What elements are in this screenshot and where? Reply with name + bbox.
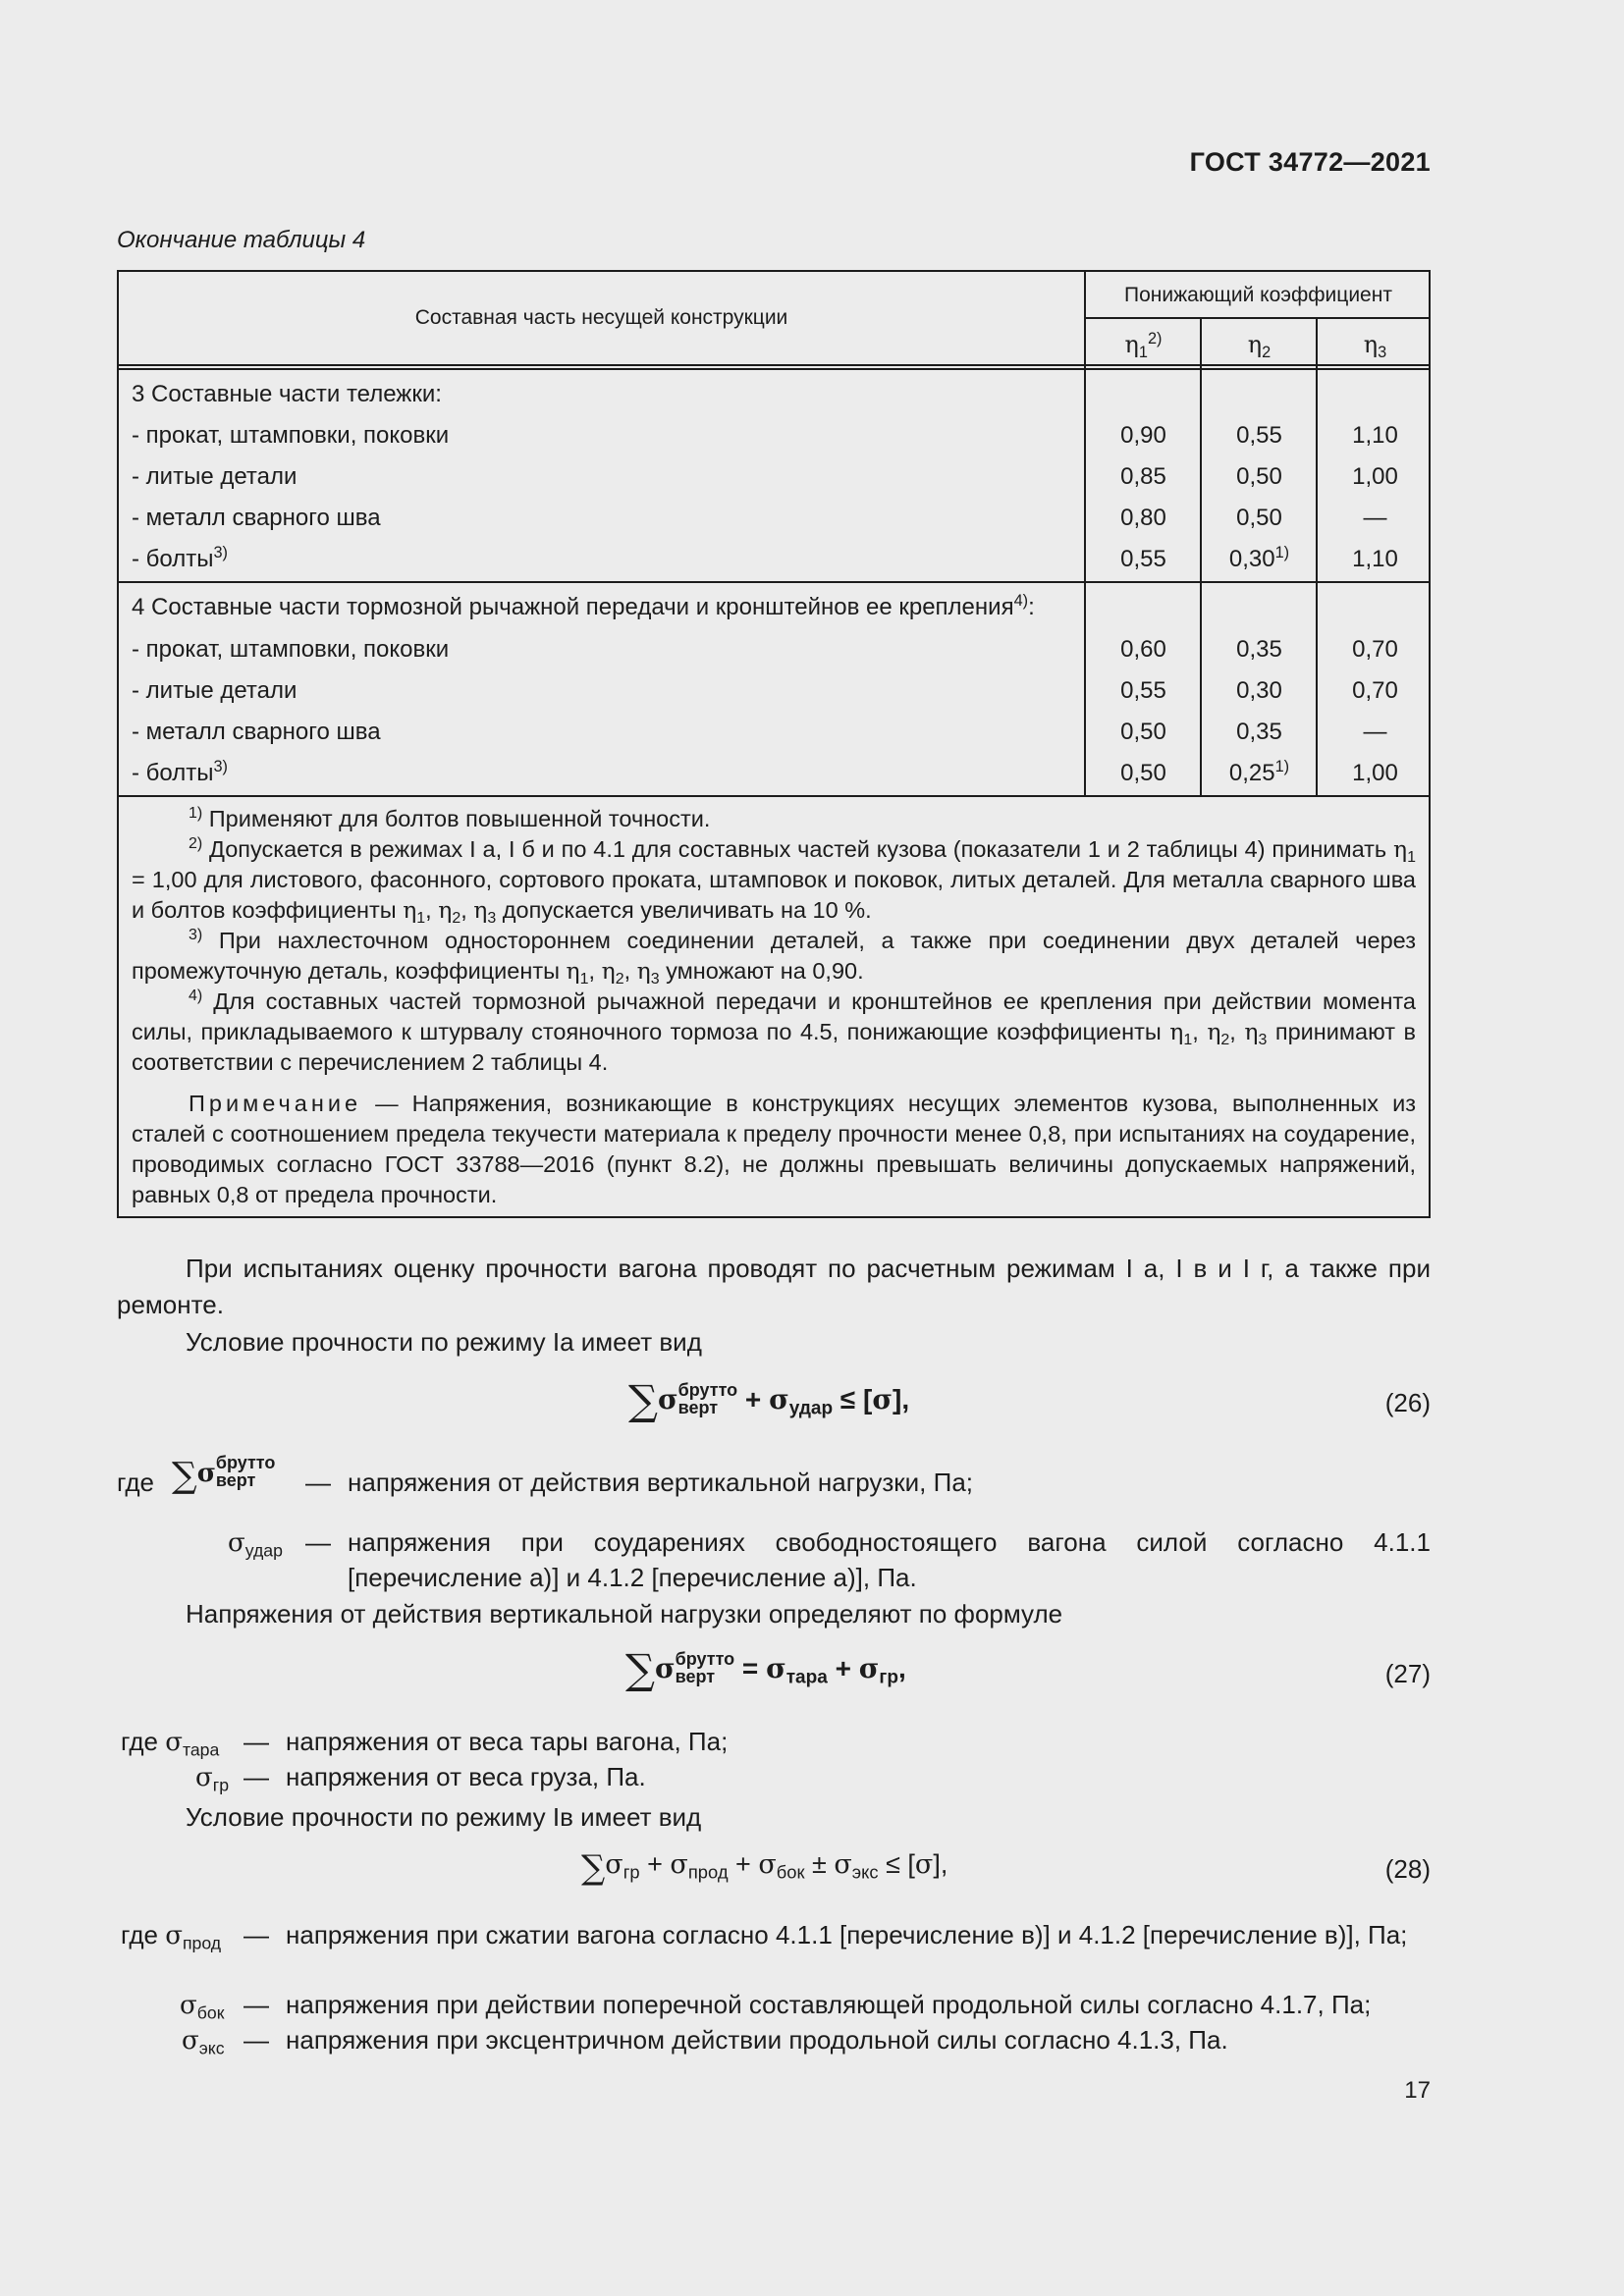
cell-eta3: 1,00 — [1352, 760, 1398, 786]
paragraph-ia: Условие прочности по режиму Iа имеет вид — [186, 1327, 702, 1357]
cell-eta1: 0,85 — [1120, 463, 1166, 490]
row-label: - прокат, штамповки, поковки — [132, 636, 450, 663]
cell-eta1: 0,90 — [1120, 422, 1166, 449]
cell-eta1: 0,80 — [1120, 505, 1166, 531]
def-symbol-sigma-prod: где $\sigma_{прод}$ — [121, 1920, 222, 1953]
cell-eta3: — — [1363, 505, 1387, 531]
def-28-1: напряжения при сжатии вагона согласно 4.1.1 [перечисление в)] и 4.1.2 [перечисление в)], Па; — [286, 1920, 1408, 1949]
row-divider — [119, 364, 1431, 366]
paragraph-iv: Условие прочности по режиму Iв имеет вид — [186, 1802, 702, 1832]
dash: — — [244, 2025, 269, 2055]
cell-eta3: 0,70 — [1352, 636, 1398, 663]
cell-eta1: 0,55 — [1120, 677, 1166, 704]
def-symbol-sigma-eks: $\sigma_{экс}$ — [182, 2026, 225, 2058]
formula-27: ∑σ брутто верт = $\sigma_{тара} + \sigma_{гр}$, — [625, 1645, 906, 1693]
dash: — — [244, 1727, 269, 1756]
row-label: - литые детали — [132, 677, 298, 704]
def-symbol-sigma-brutto: ∑σ брутто верт — [172, 1453, 276, 1496]
cell-eta1: 0,60 — [1120, 636, 1166, 663]
dash: — — [244, 1990, 269, 2019]
header-component: Составная часть несущей конструкции — [414, 306, 788, 329]
row-label: - металл сварного шва — [132, 719, 381, 745]
cell-eta2: 0,55 — [1236, 422, 1282, 449]
dash: — — [244, 1920, 269, 1949]
formula-26: ∑σ брутто верт + $\sigma_{удар} \le [\sigma]$, — [628, 1376, 910, 1424]
row-label: - металл сварного шва — [132, 505, 381, 531]
def-symbol-sigma-tara: где $\sigma_{тара}$ — [121, 1727, 220, 1760]
header-eta1: $\eta_1^{2)}$ — [1124, 330, 1163, 361]
coefficients-table — [117, 270, 1431, 1218]
paragraph-vertical-load: Напряжения от действия вертикальной нагрузки определяют по формуле — [186, 1599, 1063, 1629]
row-divider — [119, 368, 1431, 370]
cell-eta2: 0,50 — [1236, 463, 1282, 490]
row-label: - литые детали — [132, 463, 298, 490]
header-eta3: $\eta_3$ — [1363, 331, 1387, 361]
row-label: - прокат, штамповки, поковки — [132, 422, 450, 449]
formula-28-number: (28) — [1384, 1854, 1431, 1884]
row-divider — [119, 581, 1431, 583]
cell-eta2: 0,25$^{1)}$ — [1228, 758, 1290, 786]
group-4-title: 4 Составные части тормозной рычажной передачи и кронштейнов ее крепления$^{4)}$: — [132, 592, 1035, 620]
group-3-title: 3 Составные части тележки: — [132, 381, 442, 407]
where-label: где — [117, 1468, 154, 1497]
def-27-2: напряжения от веса груза, Па. — [286, 1762, 646, 1791]
dash: — — [305, 1527, 331, 1557]
cell-eta2: 0,30 — [1236, 677, 1282, 704]
table-note: Примечание — Напряжения, возникающие в конструкциях несущих элементов кузова, выполненных из сталей с соотношением предела текучести материала к пределу прочности менее 0,8, при испытаниях на соударение, проводимых согласно ГОСТ 33788—2016 (пункт 8.2), не должны превышать величины допускаемых напряжений, равных 0,8 от предела прочности. — [132, 1091, 1416, 1207]
cell-eta3: 0,70 — [1352, 677, 1398, 704]
header-coefficient: Понижающий коэффициент — [1124, 284, 1392, 306]
row-divider — [119, 795, 1431, 797]
note-label: Примечание — [189, 1091, 362, 1116]
def-symbol-sigma-gr: $\sigma_{гр}$ — [195, 1763, 230, 1795]
footnote-1: $^{1)}$ Применяют для болтов повышенной точности. — [189, 805, 711, 831]
cell-eta3: 1,10 — [1352, 546, 1398, 572]
formula-26-number: (26) — [1384, 1388, 1431, 1417]
def-symbol-sigma-udar: $\sigma_{удар}$ — [228, 1528, 283, 1561]
cell-eta2: 0,50 — [1236, 505, 1282, 531]
cell-eta1: 0,55 — [1120, 546, 1166, 572]
def-26-2: напряжения при соударениях свободностоящего вагона силой согласно 4.1.1 [перечисление а)] и 4.1.2 [перечисление а)], Па. — [348, 1527, 1431, 1592]
def-symbol-sigma-bok: $\sigma_{бок}$ — [180, 1991, 225, 2023]
footnote-4: $^{4)}$ Для составных частей тормозной рычажной передачи и кронштейнов ее крепления при действии момента силы, прикладываемого к штурвалу стояночного тормоза по 4.5, понижающие коэффициенты $\eta_1$, $\eta_2$, $\eta_3$ принимают в соответствии с перечислением 2 таблицы 4. — [132, 988, 1417, 1075]
row-label: - болты$^{3)}$ — [132, 544, 228, 572]
def-28-3: напряжения при эксцентричном действии продольной силы согласно 4.1.3, Па. — [286, 2025, 1228, 2055]
paragraph-modes: При испытаниях оценку прочности вагона проводят по расчетным режимам I а, I в и I г, а также при ремонте. — [117, 1254, 1431, 1319]
cell-eta2: 0,35 — [1236, 719, 1282, 745]
page-number: 17 — [1404, 2077, 1431, 2104]
formula-28: $\sum\sigma_{гр} + \sigma_{прод} + \sigma_{бок} \pm \sigma_{экс} \le [\sigma]$, — [581, 1848, 948, 1888]
dash: — — [305, 1468, 331, 1497]
header-eta2: $\eta_2$ — [1247, 331, 1272, 361]
cell-eta3: 1,10 — [1352, 422, 1398, 449]
cell-eta3: 1,00 — [1352, 463, 1398, 490]
row-label: - болты$^{3)}$ — [132, 758, 228, 786]
formula-27-number: (27) — [1384, 1659, 1431, 1688]
table-caption: Окончание таблицы 4 — [117, 227, 366, 253]
cell-eta2: 0,35 — [1236, 636, 1282, 663]
dash: — — [244, 1762, 269, 1791]
footnote-3: $^{3)}$ При нахлесточном одностороннем соединении деталей, а также при соединении двух деталей через промежуточную деталь, коэффициенты $\eta_1$, $\eta_2$, $\eta_3$ умножают на 0,90. — [132, 927, 1416, 988]
standard-code: ГОСТ 34772—2021 — [1189, 147, 1431, 177]
cell-eta1: 0,50 — [1120, 760, 1166, 786]
def-28-2: напряжения при действии поперечной составляющей продольной силы согласно 4.1.7, Па; — [286, 1990, 1372, 2019]
def-26-1: напряжения от действия вертикальной нагрузки, Па; — [348, 1468, 973, 1497]
cell-eta2: 0,30$^{1)}$ — [1228, 544, 1290, 572]
cell-eta3: — — [1363, 719, 1387, 745]
footnote-2: $^{2)}$ Допускается в режимах I а, I б и по 4.1 для составных частей кузова (показатели 1 и 2 таблицы 4) принимать $\eta_1 = 1,00$ для листового, фасонного, сортового проката, штамповок и поковок, литых деталей. Для металла сварного шва и болтов коэффициенты $\eta_1$, $\eta_2$, $\eta_3$ допускается увеличивать на 10 %. — [132, 835, 1416, 927]
def-27-1: напряжения от веса тары вагона, Па; — [286, 1727, 729, 1756]
row-divider — [1084, 317, 1431, 319]
table-footnotes — [132, 804, 1416, 1210]
cell-eta1: 0,50 — [1120, 719, 1166, 745]
